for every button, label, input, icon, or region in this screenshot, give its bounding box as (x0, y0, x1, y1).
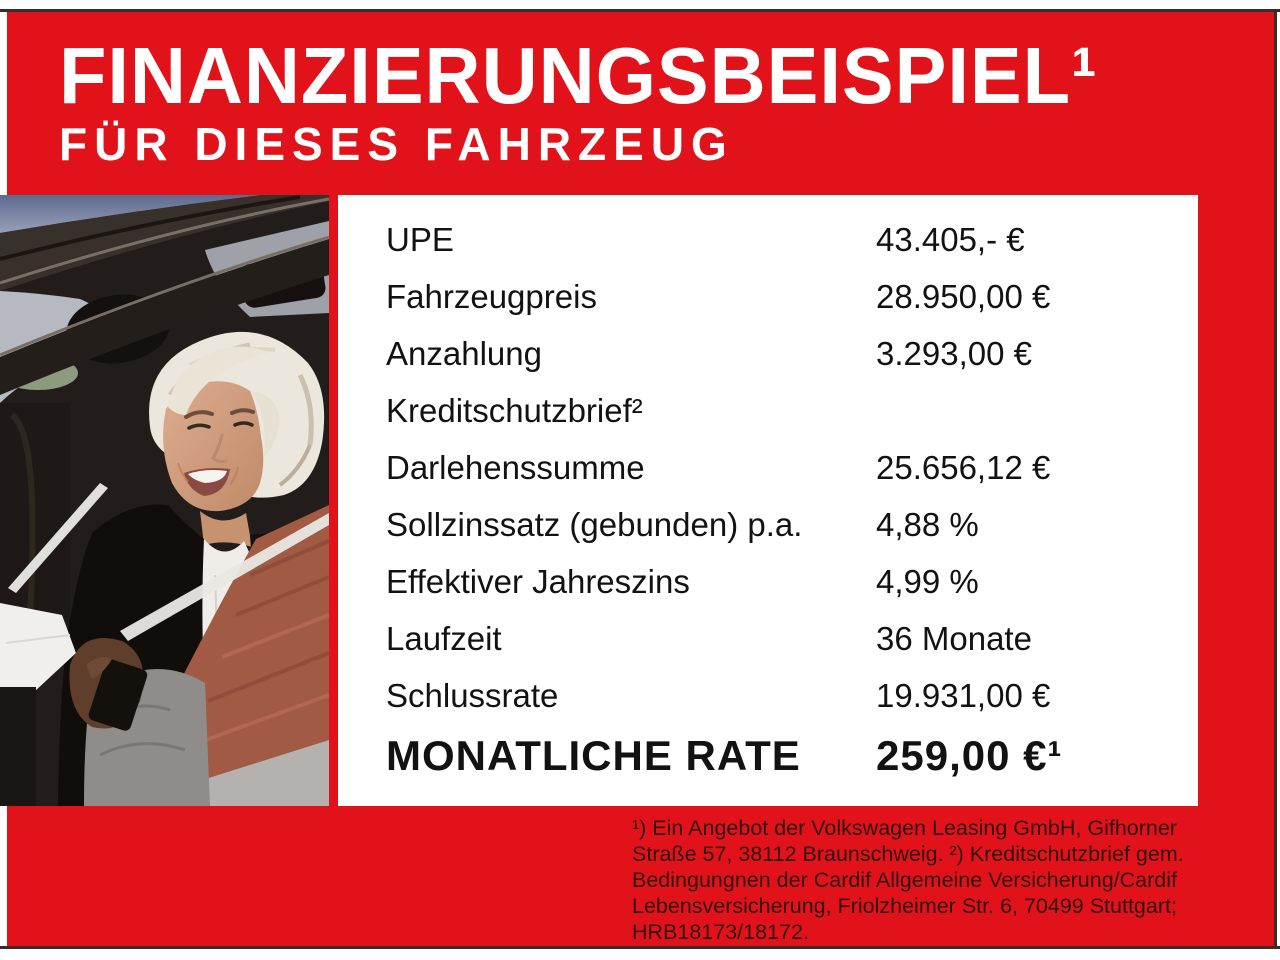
bottom-border-line (0, 946, 1280, 949)
header-band (0, 0, 1280, 195)
row-value: 28.950,00 € (876, 278, 1051, 315)
table-row (338, 610, 1198, 667)
row-value: 4,99 % (876, 563, 979, 600)
legal-line: HRB18173/18172. (632, 920, 809, 944)
row-value: 3.293,00 € (876, 335, 1032, 372)
row-label: Effektiver Jahreszins (386, 563, 690, 600)
table-row (338, 382, 1198, 439)
legal-line: ¹) Ein Angebot der Volkswagen Leasing GmbH, Gifhorner (632, 816, 1177, 840)
page-title: FINANZIERUNGSBEISPIEL¹ (59, 31, 1098, 120)
table-row (338, 325, 1198, 382)
row-value: 4,88 % (876, 506, 979, 543)
woman-in-car-photo (0, 195, 329, 806)
row-value: 36 Monate (876, 620, 1032, 657)
row-label: UPE (386, 221, 454, 258)
top-border-line (0, 9, 1280, 12)
page-subtitle: FÜR DIESES FAHRZEUG (59, 118, 734, 170)
table-row (338, 439, 1198, 496)
row-label: Darlehenssumme (386, 449, 645, 486)
monthly-rate-row (338, 730, 1198, 782)
row-label: Fahrzeugpreis (386, 278, 597, 315)
right-border-line (1274, 9, 1277, 949)
table-row (338, 496, 1198, 553)
monthly-rate-value: 259,00 €¹ (876, 732, 1063, 779)
row-label: Sollzinssatz (gebunden) p.a. (386, 506, 803, 543)
car-photo-illustration (0, 195, 329, 806)
table-row (338, 553, 1198, 610)
legal-footnote (632, 815, 1192, 945)
row-label: Schlussrate (386, 677, 559, 714)
row-value: 43.405,- € (876, 221, 1025, 258)
table-row (338, 268, 1198, 325)
row-label: Anzahlung (386, 335, 542, 372)
table-row (338, 667, 1198, 724)
legal-line: Lebensversicherung, Friolzheimer Str. 6, 70499 Stuttgart; (632, 894, 1177, 918)
table-row (338, 211, 1198, 268)
row-label: Laufzeit (386, 620, 502, 657)
financing-table (338, 195, 1198, 806)
row-label: Kreditschutzbrief² (386, 392, 643, 429)
legal-line: Bedingungnen der Cardif Allgemeine Versicherung/Cardif (632, 868, 1178, 892)
row-value: 19.931,00 € (876, 677, 1051, 714)
legal-line: Straße 57, 38112 Braunschweig. ²) Kreditschutzbrief gem. (632, 842, 1184, 866)
monthly-rate-label: MONATLICHE RATE (386, 732, 801, 779)
row-value: 25.656,12 € (876, 449, 1051, 486)
